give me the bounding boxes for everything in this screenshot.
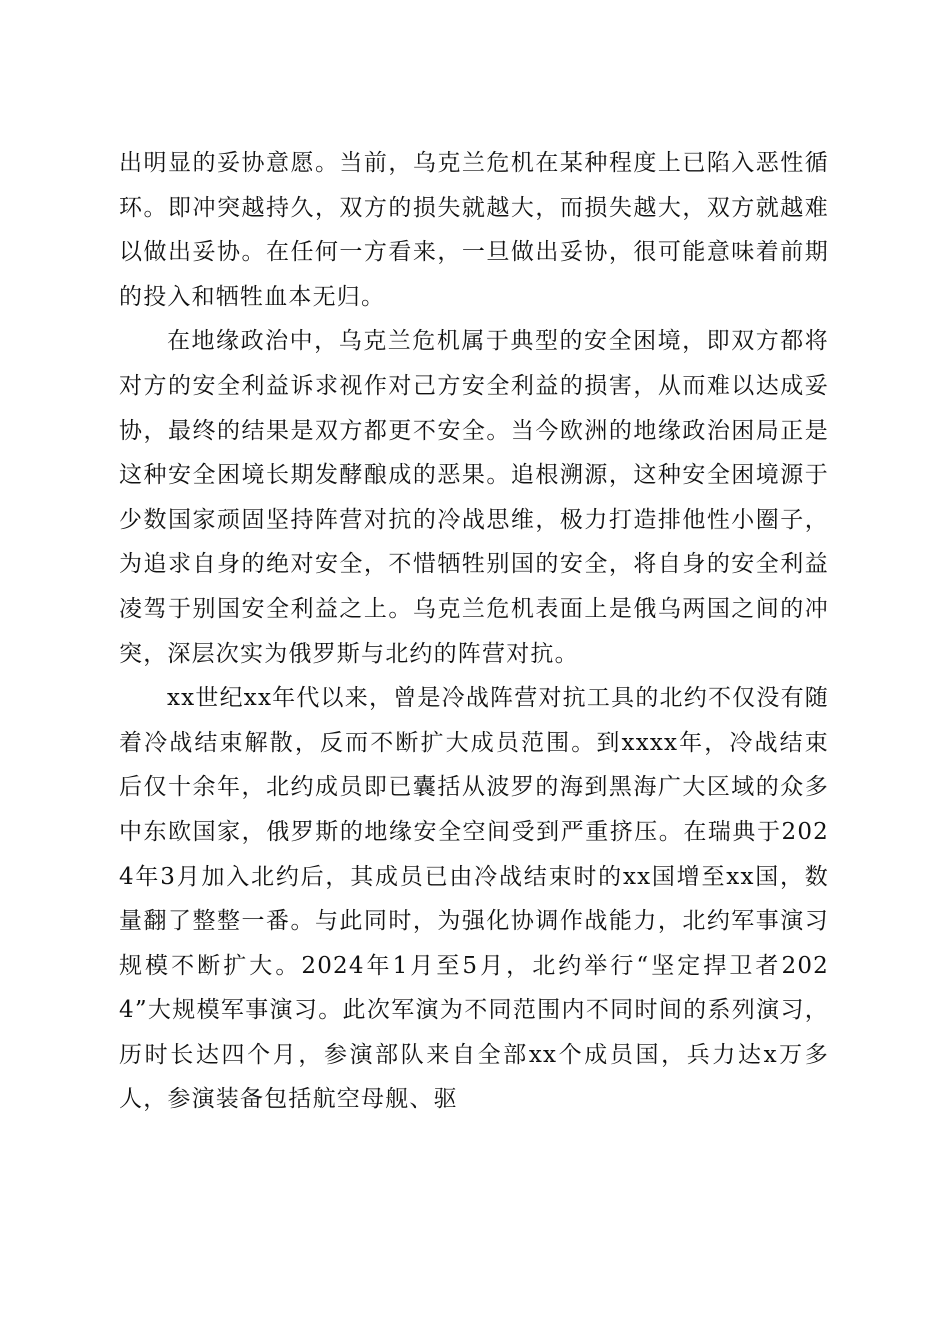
- paragraph-1: 出明显的妥协意愿。当前，乌克兰危机在某种程度上已陷入恶性循环。即冲突越持久，双方的损失就越大，而损失越大，双方就越难以做出妥协。在任何一方看来，一旦做出妥协，很可能意味着前期的投入和牺牲血本无归。: [119, 150, 829, 310]
- paragraph-2: 在地缘政治中，乌克兰危机属于典型的安全困境，即双方都将对方的安全利益诉求视作对己方安全利益的损害，从而难以达成妥协，最终的结果是双方都更不安全。当今欧洲的地缘政治困局正是这种安全困境长期发酵酿成的恶果。追根溯源，这种安全困境源于少数国家顽固坚持阵营对抗的冷战思维，极力打造排他性小圈子，为追求自身的绝对安全，不惜牺牲别国的安全，将自身的安全利益凌驾于别国安全利益之上。乌克兰危机表面上是俄乌两国之间的冲突，深层次实为俄罗斯与北约的阵营对抗。: [119, 328, 829, 667]
- paragraph-3: xx世纪xx年代以来，曾是冷战阵营对抗工具的北约不仅没有随着冷战结束解散，反而不断扩大成员范围。到xxxx年，冷战结束后仅十余年，北约成员即已囊括从波罗的海到黑海广大区域的众多中东欧国家，俄罗斯的地缘安全空间受到严重挤压。在瑞典于2024年3月加入北约后，其成员已由冷战结束时的xx国增至xx国，数量翻了整整一番。与此同时，为强化协调作战能力，北约军事演习规模不断扩大。2024年1月至5月，北约举行“坚定捍卫者2024”大规模军事演习。此次军演为不同范围内不同时间的系列演习，历时长达四个月，参演部队来自全部xx个成员国，兵力达x万多人，参演装备包括航空母舰、驱: [119, 685, 829, 1113]
- document-body: [119, 141, 829, 1122]
